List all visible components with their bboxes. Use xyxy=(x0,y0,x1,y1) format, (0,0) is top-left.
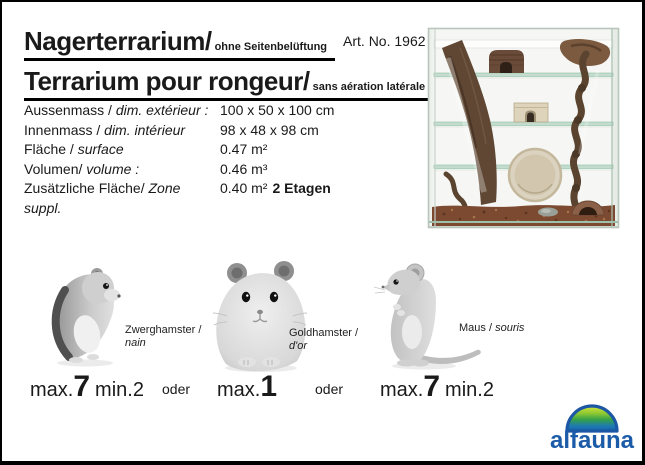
title-french-underlined xyxy=(24,66,433,101)
spec-label-fr: surface xyxy=(77,141,124,157)
dwarf-hamster-photo xyxy=(40,258,135,368)
title-line-french xyxy=(24,66,424,101)
spec-row-outer-dimensions xyxy=(24,101,424,121)
spec-row-additional-surface xyxy=(24,179,424,218)
article-number: Art. No. 1962 xyxy=(343,33,426,49)
terrarium-illustration xyxy=(426,24,621,234)
golden-hamster-label xyxy=(289,327,358,353)
dwarf-hamster-label-fr: nain xyxy=(125,337,146,349)
mouse-label-de: Maus / xyxy=(459,322,493,334)
golden-hamster-label-de: Goldhamster / xyxy=(289,327,359,339)
capacity-max-number: 1 xyxy=(260,370,278,403)
mouse-photo xyxy=(352,260,494,374)
spec-extra: 2 Etagen xyxy=(272,180,331,196)
capacity-max-number: 7 xyxy=(73,370,91,403)
golden-hamster-label-fr: d'or xyxy=(289,340,307,352)
title-german-underlined xyxy=(24,26,335,61)
capacity-golden-hamster xyxy=(217,370,282,404)
spec-value xyxy=(220,101,339,121)
spec-value xyxy=(220,121,324,141)
spec-label-fr: dim. intérieur xyxy=(104,121,186,138)
spec-row-inner-dimensions xyxy=(24,121,424,141)
terrarium-product-photo xyxy=(426,24,621,234)
mouse-label-fr: souris xyxy=(495,322,525,334)
capacity-max-number: 7 xyxy=(423,370,441,403)
capacity-max-label: max. xyxy=(380,379,424,401)
capacity-max-label: max. xyxy=(217,379,261,401)
spec-label xyxy=(24,140,220,160)
capacity-dwarf-hamster xyxy=(30,370,144,404)
spec-table xyxy=(24,101,424,218)
spec-label-fr: dim. extérieur : xyxy=(115,102,209,118)
spec-label-de: Innenmass / xyxy=(24,121,101,138)
spec-label-de: Aussenmass / xyxy=(24,102,112,118)
subtitle-german: ohne Seitenbelüftung xyxy=(214,41,328,53)
spec-value-text: 100 x 50 x 100 cm xyxy=(220,102,335,118)
spec-value xyxy=(220,140,272,160)
mouse-illustration xyxy=(352,260,494,374)
alfauna-logo xyxy=(548,398,636,452)
spec-value xyxy=(220,179,331,218)
page-title-french: Terrarium pour rongeur/ xyxy=(24,66,310,96)
capacity-min-label: min.2 xyxy=(445,379,494,401)
spec-label xyxy=(24,160,220,180)
header xyxy=(24,26,424,101)
dwarf-hamster-label xyxy=(125,324,201,350)
spec-row-volume xyxy=(24,160,424,180)
spec-label-fr: volume : xyxy=(86,160,140,177)
page-title-german: Nagerterrarium/ xyxy=(24,26,212,56)
spec-value-text: 0.47 m² xyxy=(220,141,268,157)
spec-label-fr: Zone suppl. xyxy=(24,180,181,216)
spec-label-de: Fläche / xyxy=(24,141,74,157)
golden-hamster-illustration xyxy=(207,256,315,374)
capacity-max-label: max. xyxy=(30,379,74,401)
dwarf-hamster-label-de: Zwerghamster / xyxy=(125,324,202,336)
alfauna-logo-text: alfauna xyxy=(549,427,635,452)
capacity-mouse xyxy=(380,370,494,404)
capacity-separator-oder: oder xyxy=(315,381,344,397)
spec-value-text: 0.40 m² xyxy=(220,180,268,196)
spec-label xyxy=(24,121,220,141)
dwarf-hamster-illustration xyxy=(40,258,135,368)
capacity-min-label: min.2 xyxy=(95,379,144,401)
spec-value xyxy=(220,160,272,180)
spec-row-surface xyxy=(24,140,424,160)
alfauna-logo-icon xyxy=(548,398,636,452)
golden-hamster-photo xyxy=(207,256,315,374)
title-line-german xyxy=(24,26,424,61)
mouse-label xyxy=(459,322,524,335)
spec-value-text: 98 x 48 x 98 cm xyxy=(220,121,319,138)
spec-label-de: Zusätzliche Fläche/ xyxy=(24,180,145,196)
spec-value-text: 0.46 m³ xyxy=(220,160,268,177)
subtitle-french: sans aération latérale xyxy=(312,81,426,93)
spec-label-de: Volumen/ xyxy=(24,160,83,177)
capacity-separator-oder: oder xyxy=(162,381,191,397)
spec-label xyxy=(24,101,220,121)
spec-label xyxy=(24,179,220,218)
